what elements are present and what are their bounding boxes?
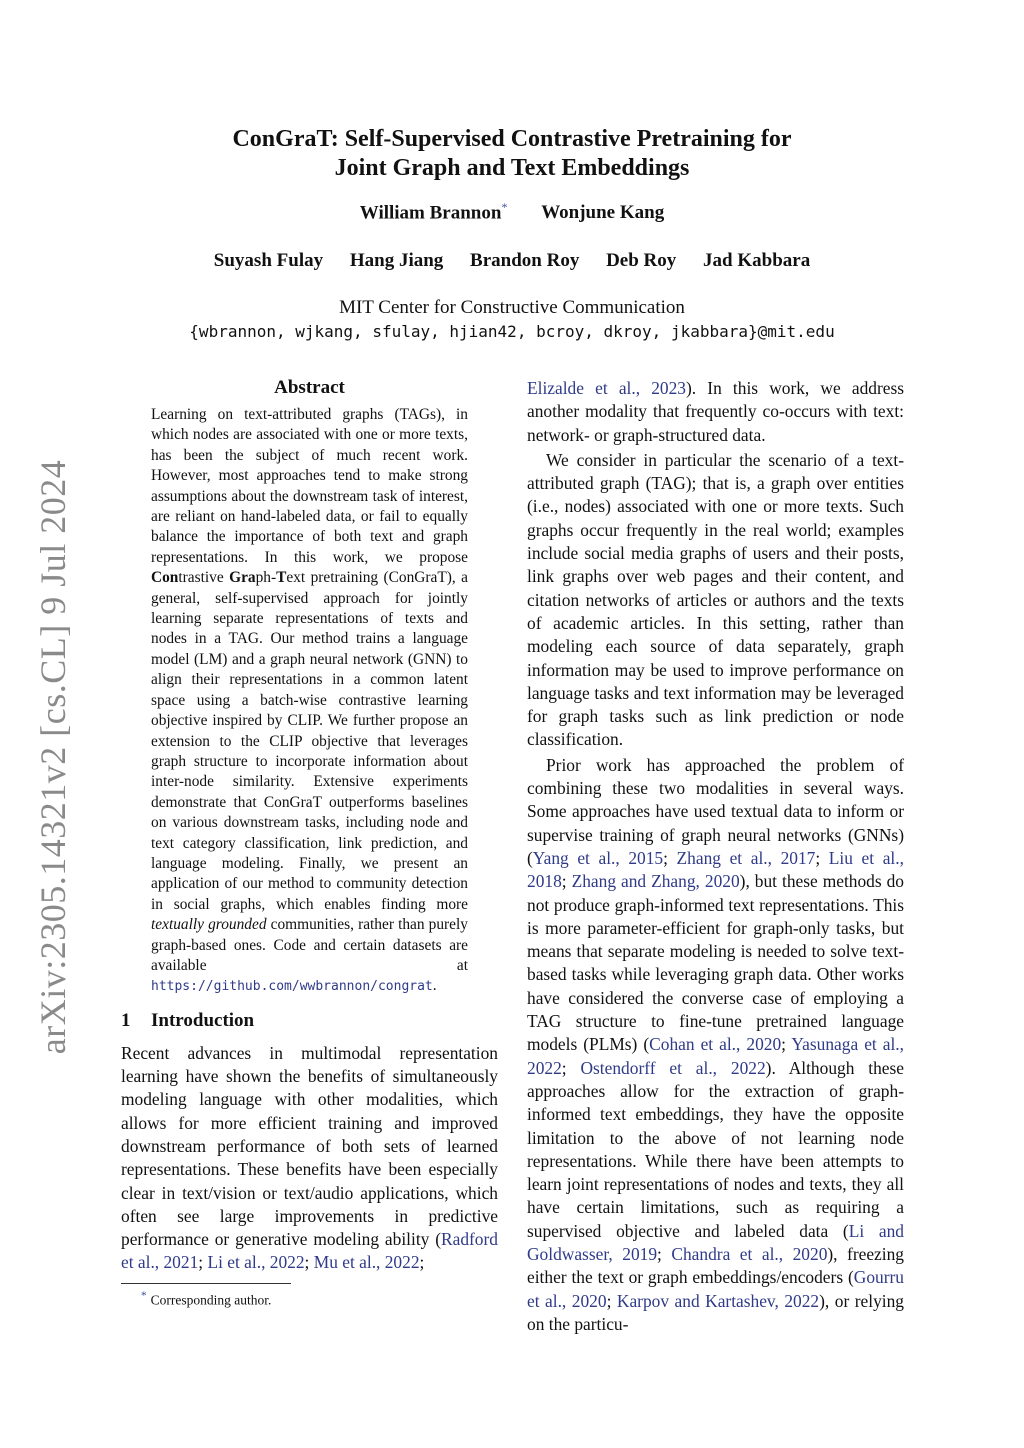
intro-paragraph-1-continued: Elizalde et al., 2023). In this work, we address another modality that frequently co-occurs with text: network- or graph-structured data.: [527, 378, 905, 445]
intro-paragraph-3: Prior work has approached the problem of combining these two modalities in several ways. Some approaches have used textual data to inform or supervise training of graph neural networks (GNNs) (Yang et al., 2015; Zhang et al., 2017; Liu et al., 2018; Zhang and Zhang, 2020), but these methods do not produce graph-informed text representations. This is more parameter-efficient for graph-only tasks, but means that separate modeling is needed to solve text-based tasks while leveraging graph data. Other works have considered the converse case of employing a TAG structure to fine-tune pretrained language models (PLMs) (Cohan et al., 2020; Yasunaga et al., 2022; Ostendorff et al., 2022). Although these approaches allow for the extraction of graph-informed text embeddings, they have the opposite limitation to the above of not learning node representations. While there have been attempts to learn joint representations of nodes and texts, they all have certain limitations, such as requiring a supervised objective and labeled data (Li and Goldwasser, 2019; Chandra et al., 2020), freezing either the text or graph embeddings/encoders (Gourru et al., 2020; Karpov and Kartashev, 2022), or relying on the particu-: [527, 754, 905, 1334]
citation-link[interactable]: Yasunaga et al., 2022: [527, 1034, 904, 1078]
affiliation: MIT Center for Constructive Communication: [339, 297, 685, 318]
abstract-text: Learning on text-attributed graphs (TAGs), in which nodes are associated with one or more texts, has been the subject of much recent work. However, most approaches tend to make strong assumptions about the downstream task of interest, are reliant on hand-labeled data, or fail to equally balance the importance of both text and graph representations. In this work, we propose Contrastive Graph-Text pretraining (ConGraT), a general, self-supervised approach for jointly learning separate representations of texts and nodes in a TAG. Our method trains a language model (LM) and a graph neural network (GNN) to align their representations in a common latent space using a batch-wise contrastive learning objective inspired by CLIP. We further propose an extension to the CLIP objective that leverages graph structure to incorporate information about inter-node similarity. Extensive experiments demonstrate that ConGraT outperforms baselines on various downstream tasks, including node and text category classification, link prediction, and language modeling. Finally, we present an application of our method to community detection in social graphs, which enables finding more textually grounded communities, rather than purely graph-based ones. Code and certain datasets are available at https://github.com/wwbrannon/congrat.: [151, 406, 468, 995]
authors-row-1: [150, 200, 874, 224]
citation-link[interactable]: Liu et al., 2018: [527, 847, 904, 892]
author-name: Hang Jiang: [349, 250, 444, 271]
citation-link[interactable]: Elizalde et al., 2023: [527, 378, 686, 398]
section-heading-introduction: 1 Introduction: [121, 1009, 255, 1031]
citation-link[interactable]: Chandra et al., 2020: [671, 1243, 828, 1264]
citation-link[interactable]: Li and Goldwasser, 2019: [527, 1220, 904, 1264]
citation-link[interactable]: Yang et al., 2015: [532, 847, 664, 868]
intro-paragraph-2: We consider in particular the scenario of a text-attributed graph (TAG); that is, a graph over entities (i.e., nodes) associated with one or more texts. Such graphs occur frequently in the real world; examples include social media graphs of users and their posts, link graphs over web pages and their content, and citation networks of articles or authors and the texts of academic articles. In this setting, rather than modeling each source of data separately, graph information may be used to improve performance on language tasks and text information may be leveraged for graph tasks such as link prediction or node classification.: [527, 449, 904, 750]
left-column: [121, 377, 498, 1308]
title-line-2: Joint Graph and Text Embeddings: [334, 155, 690, 181]
citation-link[interactable]: Karpov and Kartashev, 2022: [616, 1290, 820, 1311]
citation-link[interactable]: Mu et al., 2022: [313, 1252, 420, 1273]
author-name: Suyash Fulay: [213, 250, 324, 271]
author-name: Brandon Roy: [470, 250, 580, 271]
footnote-rule: [121, 1283, 291, 1284]
citation-link[interactable]: Zhang and Zhang, 2020: [571, 871, 740, 892]
intro-paragraph-1: Recent advances in multimodal representation learning have shown the benefits of simultaneously modeling language with other modalities, which allows for more efficient training and improved downstream performance of both sets of learned representations. These benefits have been especially clear in text/vision or text/audio applications, which often see large improvements in predictive performance or generative modeling ability (Radford et al., 2021; Li et al., 2022; Mu et al., 2022;: [121, 1042, 498, 1273]
arxiv-sidebar-stamp: [18, 459, 88, 1055]
citation-link[interactable]: Li et al., 2022: [207, 1252, 305, 1273]
citation-link[interactable]: Cohan et al., 2020: [649, 1034, 782, 1055]
citation-link[interactable]: Ostendorff et al., 2022: [580, 1057, 766, 1078]
title-line-1: ConGraT: Self-Supervised Contrastive Pretraining for: [232, 126, 792, 152]
author-emails: {wbrannon, wjkang, sfulay, hjian42, bcroy, dkroy, jkabbara}@mit.edu: [189, 322, 835, 341]
citation-link[interactable]: Gourru et al., 2020: [527, 1267, 904, 1311]
code-link[interactable]: https://github.com/wwbrannon/congrat: [151, 979, 433, 995]
right-column: [527, 377, 904, 1336]
author-name: Wonjune Kang: [541, 202, 665, 224]
citation-link[interactable]: Radford et al., 2021: [121, 1229, 498, 1273]
authors-row-2: [150, 250, 874, 272]
author-name: Jad Kabbara: [703, 250, 811, 271]
author-name: William Brannon*: [359, 200, 508, 224]
footnote: * Corresponding author.: [141, 1289, 272, 1308]
citation-link[interactable]: Zhang et al., 2017: [676, 847, 816, 868]
paper-title: [150, 125, 874, 183]
arxiv-id: arXiv:2305.14321v2 [cs.CL] 9 Jul 2024: [33, 459, 74, 1055]
author-name: Deb Roy: [606, 250, 677, 271]
abstract-heading: Abstract: [274, 377, 345, 398]
